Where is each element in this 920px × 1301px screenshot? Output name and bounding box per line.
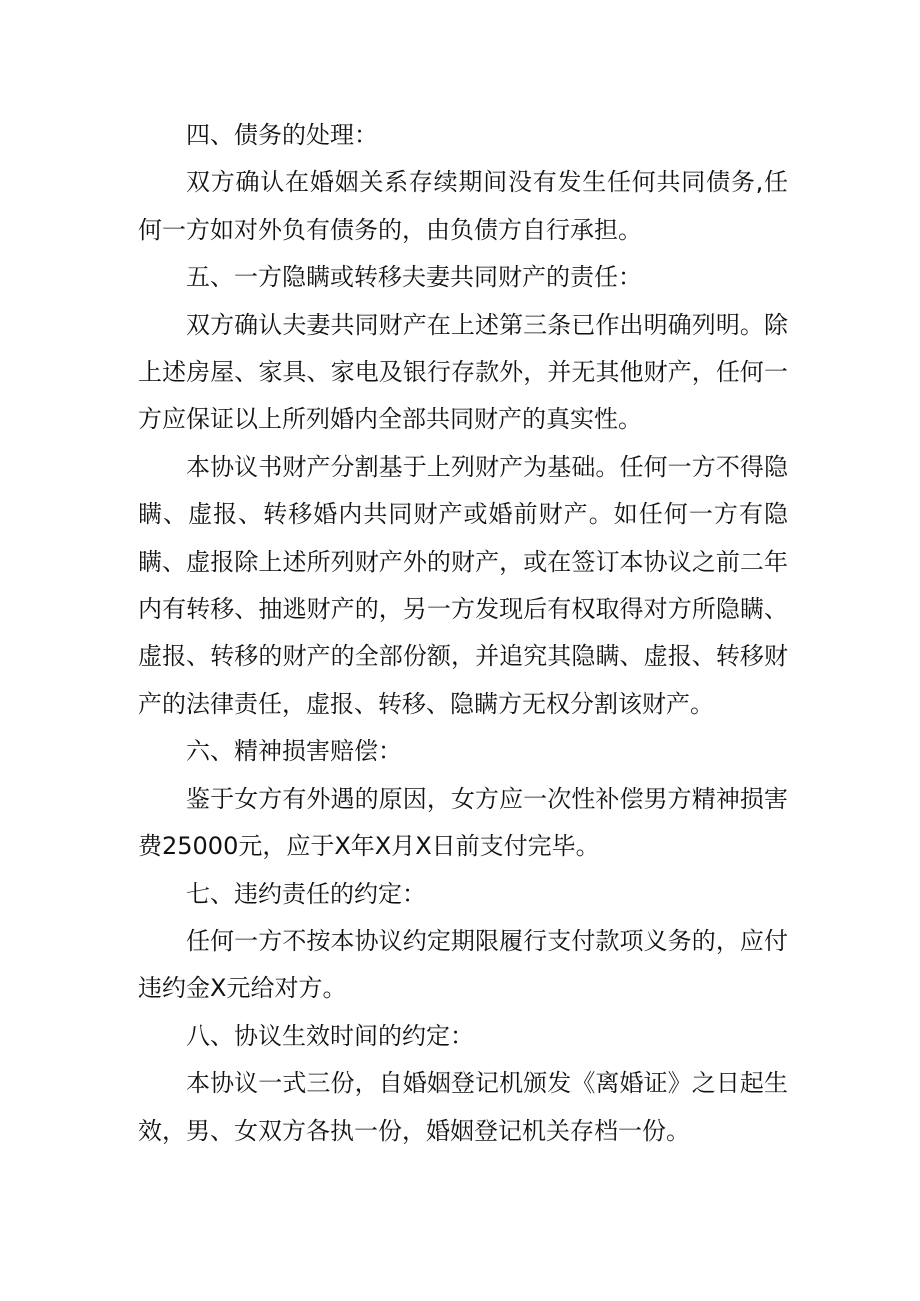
paragraph-debts: 双方确认在婚姻关系存续期间没有发生任何共同债务,任何一方如对外负有债务的，由负债方自行承担。 bbox=[138, 168, 788, 244]
section-heading-effective-date: 八、协议生效时间的约定： bbox=[186, 1021, 474, 1050]
paragraph-compensation: 鉴于女方有外遇的原因，女方应一次性补偿男方精神损害费25000元，应于X年X月X日前支付完毕。 bbox=[138, 784, 788, 861]
section-heading-debts: 四、债务的处理： bbox=[186, 121, 378, 149]
section-heading-breach: 七、违约责任的约定： bbox=[186, 879, 426, 908]
section-heading-compensation: 六、精神损害赔偿： bbox=[186, 737, 402, 766]
paragraph-property-confirmation: 双方确认夫妻共同财产在上述第三条已作出明确列明。除上述房屋、家具、家电及银行存款外，并无其他财产，任何一方应保证以上所列婚内全部共同财产的真实性。 bbox=[138, 310, 788, 434]
paragraph-breach: 任何一方不按本协议约定期限履行支付款项义务的，应付违约金X元给对方。 bbox=[138, 926, 788, 1003]
paragraph-property-division: 本协议书财产分割基于上列财产为基础。任何一方不得隐瞒、虚报、转移婚内共同财产或婚前财产。如任何一方有隐瞒、虚报除上述所列财产外的财产，或在签订本协议之前二年内有转移、抽逃财产的，另一方发现后有权取得对方所隐瞒、虚报、转移的财产的全部份额，并追究其隐瞒、虚报、转移财产的法律责任，虚报、转移、隐瞒方无权分割该财产。 bbox=[138, 452, 788, 718]
document-body bbox=[138, 112, 788, 1155]
paragraph-effective-date: 本协议一式三份，自婚姻登记机颁发《离婚证》之日起生效，男、女双方各执一份，婚姻登记机关存档一份。 bbox=[138, 1069, 788, 1145]
section-heading-concealment: 五、一方隐瞒或转移夫妻共同财产的责任： bbox=[186, 263, 642, 292]
